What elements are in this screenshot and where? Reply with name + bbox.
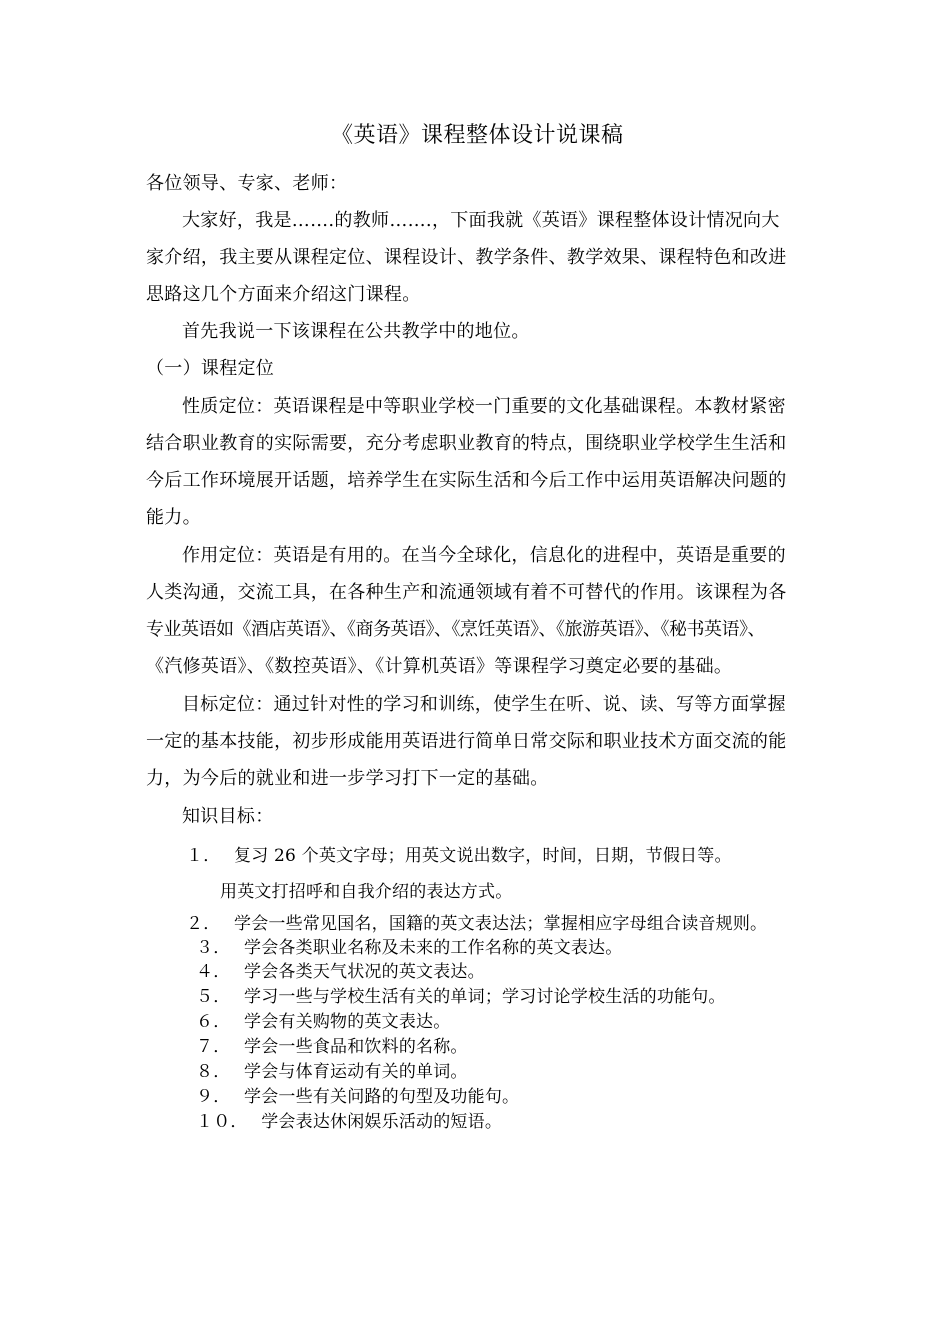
list-text: 学习一些与学校生活有关的单词；学习讨论学校生活的功能句。 <box>244 987 726 1007</box>
list-number: ３． <box>196 938 231 958</box>
list-item <box>196 1086 519 1108</box>
section-heading: （一）课程定位 <box>146 358 275 379</box>
list-text: 学会与体育运动有关的单词。 <box>244 1062 468 1082</box>
list-number: １０． <box>196 1112 248 1132</box>
intro-line-3: 思路这几个方面来介绍这门课程。 <box>146 284 421 305</box>
nature-line-1: 性质定位：英语课程是中等职业学校一门重要的文化基础课程。本教材紧密 <box>182 396 786 417</box>
nature-line-4: 能力。 <box>146 507 201 528</box>
list-item <box>186 845 732 867</box>
list-number: ９． <box>196 1087 231 1107</box>
list-item <box>196 961 485 983</box>
role-line-3: 专业英语如《酒店英语》、《商务英语》、《烹饪英语》、《旅游英语》、《秘书英语》、 <box>146 619 765 640</box>
list-text: 学会一些有关问路的句型及功能句。 <box>244 1087 520 1107</box>
first-paragraph: 首先我说一下该课程在公共教学中的地位。 <box>182 321 530 342</box>
goal-line-2: 一定的基本技能，初步形成能用英语进行简单日常交际和职业技术方面交流的能 <box>146 731 787 752</box>
list-text: 复习 26 个英文字母；用英文说出数字，时间，日期，节假日等。 <box>234 846 732 866</box>
greeting: 各位领导、专家、老师： <box>146 173 348 194</box>
role-line-1: 作用定位：英语是有用的。在当今全球化，信息化的进程中，英语是重要的 <box>182 545 786 566</box>
role-line-2: 人类沟通，交流工具，在各种生产和流通领域有着不可替代的作用。该课程为各 <box>146 582 787 603</box>
list-text: 学会各类天气状况的英文表达。 <box>244 962 485 982</box>
list-item <box>196 1011 450 1033</box>
nature-line-3: 今后工作环境展开话题，培养学生在实际生活和今后工作中运用英语解决问题的 <box>146 470 787 491</box>
nature-line-2: 结合职业教育的实际需要，充分考虑职业教育的特点，围绕职业学校学生生活和 <box>146 433 787 454</box>
list-text: 学会一些常见国名，国籍的英文表达法；掌握相应字母组合读音规则。 <box>234 914 768 934</box>
list-item <box>196 1036 468 1058</box>
role-line-4: 《汽修英语》、《数控英语》、《计算机英语》等课程学习奠定必要的基础。 <box>146 656 733 677</box>
goal-line-1: 目标定位：通过针对性的学习和训练，使学生在听、说、读、写等方面掌握 <box>182 694 786 715</box>
list-item <box>196 1061 468 1083</box>
list-number: １． <box>186 846 221 866</box>
list-text: 学会各类职业名称及未来的工作名称的英文表达。 <box>244 938 623 958</box>
list-item <box>220 881 512 903</box>
list-item <box>196 1111 502 1133</box>
list-item <box>196 937 622 959</box>
doc-title: 《英语》课程整体设计说课稿 <box>331 123 624 148</box>
intro-line-2: 家介绍，我主要从课程定位、课程设计、教学条件、教学效果、课程特色和改进 <box>146 247 787 268</box>
list-number: ７． <box>196 1037 231 1057</box>
list-number: ２． <box>186 914 221 934</box>
list-text: 学会有关购物的英文表达。 <box>244 1012 451 1032</box>
intro-line-1: 大家好，我是…….的教师…….，下面我就《英语》课程整体设计情况向大 <box>182 210 780 231</box>
list-text: 学会表达休闲娱乐活动的短语。 <box>261 1112 503 1132</box>
list-text: 学会一些食品和饮料的名称。 <box>244 1037 468 1057</box>
list-number: ５． <box>196 987 231 1007</box>
list-number: ６． <box>196 1012 231 1032</box>
list-item <box>196 986 726 1008</box>
list-text: 用英文打招呼和自我介绍的表达方式。 <box>220 882 513 902</box>
goal-line-3: 力，为今后的就业和进一步学习打下一定的基础。 <box>146 768 549 789</box>
knowledge-heading: 知识目标： <box>182 806 274 827</box>
list-item <box>186 913 767 935</box>
list-number: ８． <box>196 1062 231 1082</box>
list-number: ４． <box>196 962 231 982</box>
